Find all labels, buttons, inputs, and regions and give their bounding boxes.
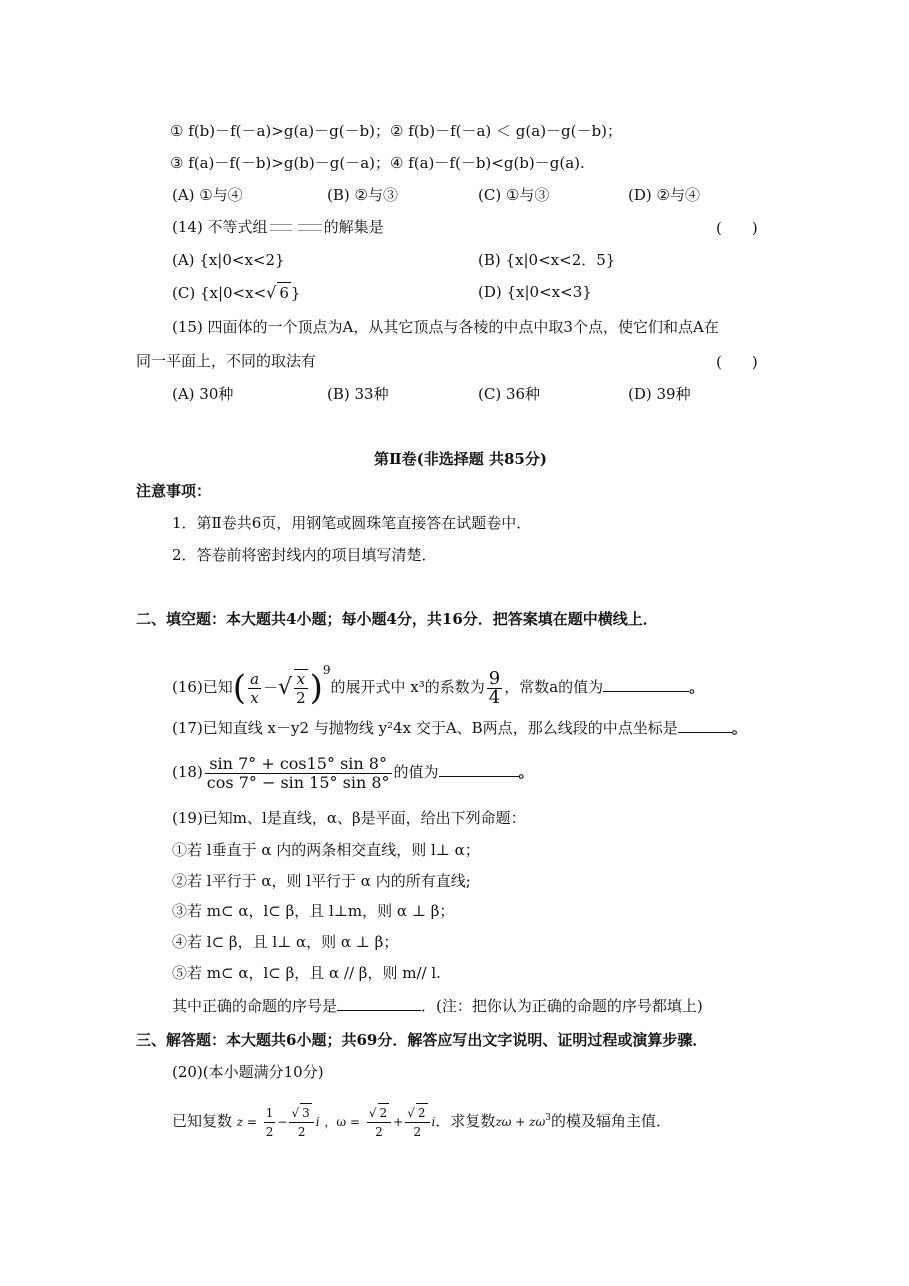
q15-choice-d: (D) 39种 [628,385,691,403]
q19-proposition-3: ③若 m⊂ α，l⊂ β，且 l⊥m，则 α ⊥ β； [172,902,455,920]
notes-item-2: 2．答卷前将密封线内的项目填写清楚． [172,546,437,564]
q14-choice-b: (B) {x|0<x<2．5} [478,251,616,269]
inequality-system-image [268,220,324,236]
q15-choice-b: (B) 33种 [327,385,389,403]
q16-answer-blank[interactable] [603,677,689,692]
q15-choice-a: (A) 30种 [172,385,234,403]
q13-option-line-1: ① f(b)－f(－a)>g(a)－g(－b)；② f(b)－f(－a) ＜ g(a)－g(－b)； [170,122,622,140]
q14-answer-paren: ( ) [716,219,758,237]
q17-answer-blank[interactable] [678,718,732,733]
notes-heading: 注意事项： [136,482,212,500]
q13-choice-d: (D) ②与④ [628,186,700,204]
q13-choice-c: (C) ①与③ [478,186,550,204]
q20-frac-sqrt2-2-b: $\frac{√ 2}{2}$ [405,1103,429,1141]
q13-choice-a: (A) ①与④ [172,186,243,204]
sqrt-6: 6 [279,284,289,302]
q20-stem: 已知复数 z = $\frac{1}{2}$ − $\frac{√ 3}{2}$ i ，ω = $\frac{√ 2}{2}$ + $\frac{√ 2}{2}$ i．求复数$z\omega + z\omega^3$的模及辐角主值． [172,1096,671,1144]
part2-title: 第Ⅱ卷(非选择题 共85分) [374,450,547,468]
q14-stem [172,217,384,237]
q18-answer-blank[interactable] [439,762,519,777]
q14-choice-d: (D) {x|0<x<3} [478,283,592,301]
q16-frac-9-4: $\frac{9}{4}$ [488,667,501,708]
q13-option-line-2: ③ f(a)－f(－b)>g(b)－g(－a)；④ f(a)－f(－b)<g(b)－g(a). [170,154,585,172]
q13-choice-b: (B) ②与③ [327,186,398,204]
q20-frac-sqrt2-2-a: $\frac{√ 2}{2}$ [367,1103,391,1141]
q19-proposition-5: ⑤若 m⊂ α，l⊂ β，且 α // β，则 m// l. [172,964,441,982]
q16-sqrt-frac: $\frac{x}{2}$ [296,670,306,707]
q19-intro: (19)已知m、l是直线，α、β是平面，给出下列命题： [172,809,526,827]
q19-proposition-4: ④若 l⊂ β，且 l⊥ α，则 α ⊥ β； [172,933,399,951]
q15-choice-c: (C) 36种 [478,385,541,403]
q18: (18) $\frac{\sin 7^\circ + \cos 15^\circ \sin 8^\circ}{\cos 7^\circ - \sin 15^\circ \sin 8^\circ}$ 的值为 。 [172,753,534,792]
q15-answer-paren: ( ) [716,353,758,371]
q19-proposition-1: ①若 l垂直于 α 内的两条相交直线，则 l⊥ α； [172,841,480,859]
q18-fraction: $\frac{\sin 7^\circ + \cos 15^\circ \sin 8^\circ}{\cos 7^\circ - \sin 15^\circ \sin 8^\circ}$ [206,753,390,792]
q16-frac-a-over-x: $\frac{a}{x}$ [250,669,260,707]
q14-prefix: (14) 不等式组 [172,218,268,236]
section-2-heading: 二、填空题：本大题共4小题；每小题4分，共16分．把答案填在题中横线上． [136,610,658,628]
q20-frac-1-2: $\frac{1}{2}$ [265,1105,274,1139]
q17: (17)已知直线 x－y2 与抛物线 y²4x 交于A、B两点，那么线段的中点坐标是 。 [172,719,747,737]
q19-proposition-2: ②若 l平行于 α，则 l平行于 α 内的所有直线; [172,872,471,890]
q20-frac-sqrt3-2: $\frac{√ 3}{2}$ [289,1103,313,1141]
q14-suffix: 的解集是 [323,218,384,236]
notes-item-1: 1．第Ⅱ卷共6页，用钢笔或圆珠笔直接答在试题卷中． [172,514,532,532]
q20-heading: (20)(本小题满分10分) [172,1063,324,1081]
q14-choice-a: (A) {x|0<x<2} [172,251,285,269]
q19-answer-blank[interactable] [337,996,421,1011]
q15-line-1: (15) 四面体的一个顶点为A，从其它顶点与各棱的中点中取3个点，使它们和点A在 [172,318,719,336]
q14-choice-c: (C) {x|0<x<√ 6 } [172,283,301,302]
section-3-heading: 三、解答题：本大题共6小题；共69分．解答应写出文字说明、证明过程或演算步骤． [136,1031,708,1049]
q15-line-2: 同一平面上，不同的取法有 [136,352,317,370]
q16: (16)已知( $\frac{a}{x}$ －√ $\frac{x}{2}$ )$^9$的展开式中 x³的系数为 $\frac{9}{4}$ ，常数a的值为 。 [172,663,705,708]
q19-answer: 其中正确的命题的序号是 ．(注：把你认为正确的命题的序号都填上) [172,997,703,1015]
